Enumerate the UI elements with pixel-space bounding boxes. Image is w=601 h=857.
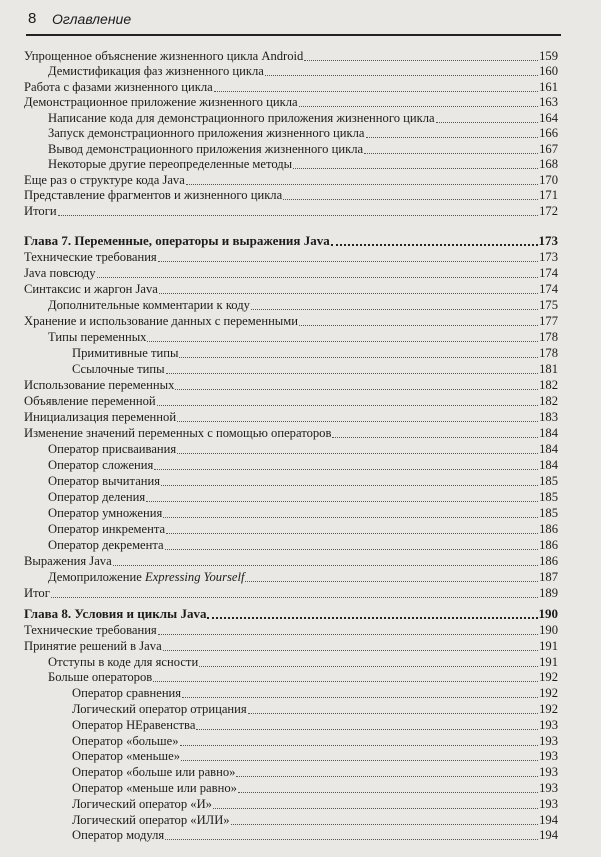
toc-entry-text: Логический оператор отрицания	[72, 702, 247, 717]
toc-page-number: 193	[539, 717, 558, 732]
toc-entry-title	[48, 330, 146, 345]
toc-page-number: 184	[539, 457, 558, 472]
toc-entry-text: Демонстрационное приложение жизненного цикла	[24, 95, 298, 109]
toc-entry-title	[24, 80, 213, 95]
toc-entry-text: Оператор декремента	[48, 537, 164, 552]
toc-page-number: 191	[539, 654, 558, 669]
toc-entry-text: Типы переменных	[48, 329, 147, 344]
toc-entry-text: Работа с фазами жизненного цикла	[24, 79, 213, 94]
toc-page-number: 172	[539, 203, 558, 218]
toc-entry	[24, 172, 558, 188]
toc-page-number: 185	[539, 489, 558, 504]
toc-entry-title	[72, 813, 230, 828]
toc-entry	[24, 377, 558, 393]
toc-entry	[24, 281, 558, 297]
toc-page-number: 161	[539, 79, 558, 94]
toc-entry	[24, 569, 558, 585]
toc-page-number: 178	[539, 329, 558, 344]
toc-entry-title	[48, 111, 435, 126]
toc-entry-text: Глава 7. Переменные, операторы и выражения Java	[24, 232, 330, 248]
toc-entry-title	[72, 718, 195, 733]
dot-leader	[146, 501, 538, 502]
dot-leader	[180, 745, 539, 746]
dot-leader	[161, 485, 538, 486]
toc-page-number: 167	[539, 141, 558, 156]
dot-leader	[196, 729, 538, 730]
toc-entry	[24, 393, 558, 409]
toc-entry	[24, 457, 558, 473]
toc-entry-title	[48, 442, 176, 457]
toc-page-number: 184	[539, 425, 558, 440]
toc-page-number: 192	[539, 686, 558, 701]
toc-entry-title	[24, 554, 112, 569]
toc-entry-title	[24, 639, 162, 654]
dot-leader	[165, 549, 538, 550]
toc-page-number: 170	[539, 172, 558, 187]
toc-page-number: 187	[539, 569, 558, 584]
toc-entry-title	[48, 490, 145, 505]
toc-entry-title	[24, 378, 174, 393]
toc-page-number: 182	[539, 393, 558, 408]
toc-page-number: 186	[539, 537, 558, 552]
dot-leader	[177, 453, 538, 454]
running-title: Оглавление	[52, 11, 132, 27]
toc-entry-title	[24, 410, 176, 425]
toc-entry-text: Оператор деления	[48, 489, 146, 504]
toc-page-number: 189	[539, 585, 558, 600]
toc-page-number: 191	[539, 638, 558, 653]
toc-entry	[24, 141, 558, 157]
toc-page-number: 177	[539, 313, 558, 328]
toc-entry-title	[48, 157, 292, 172]
toc-entry	[24, 521, 558, 537]
toc-entry	[24, 188, 558, 204]
dot-leader	[158, 634, 538, 635]
dot-leader	[331, 244, 538, 246]
toc-entry-text: Дополнительные комментарии к коду	[48, 297, 250, 312]
toc-entry-text: Больше операторов	[48, 670, 153, 685]
dot-leader	[436, 122, 539, 123]
toc-entry-title	[24, 623, 157, 638]
toc-entry	[24, 157, 558, 173]
toc-entry-text: Примитивные типы	[72, 345, 179, 360]
toc-entry-title	[72, 797, 212, 812]
toc-entry-text: Оператор присваивания	[48, 441, 177, 456]
dot-leader	[332, 437, 538, 438]
toc-page-number: 193	[539, 749, 558, 764]
toc-entry-text: Демистификация фаз жизненного цикла	[48, 64, 264, 78]
dot-leader	[177, 421, 538, 422]
toc-page-number: 193	[539, 733, 558, 748]
dot-leader	[231, 824, 539, 825]
toc-entry-text: Java повсюду	[24, 265, 96, 280]
toc-entry-title	[48, 64, 264, 79]
toc-entry-text: Технические требования	[24, 623, 157, 638]
toc-entry	[24, 297, 558, 313]
toc-entry-text: Принятие решений в Java	[24, 638, 162, 653]
toc-entry	[24, 812, 558, 828]
toc-entry-text: Отступы в коде для ясности	[48, 654, 199, 669]
toc-entry	[24, 95, 558, 111]
toc-entry	[24, 126, 558, 142]
toc-entry	[24, 361, 558, 377]
dot-leader	[158, 261, 538, 262]
toc-entry-text: Оператор сравнения	[72, 686, 182, 701]
toc-entry-text: Объявление переменной	[24, 393, 156, 408]
toc-page-number: 183	[539, 409, 558, 424]
dot-leader	[293, 168, 538, 169]
toc-entry-text: Оператор «меньше»	[72, 749, 180, 764]
toc-entry-text: Изменение значений переменных с помощью операторов	[24, 425, 332, 440]
toc-page-number: 184	[539, 441, 558, 456]
toc-page-number: 168	[539, 157, 558, 171]
dot-leader	[181, 760, 538, 761]
toc-entry-title	[24, 95, 298, 110]
dot-leader	[154, 469, 538, 470]
toc-entry-title	[48, 670, 152, 685]
toc-entry-text: Написание кода для демонстрационного приложения жизненного цикла	[48, 110, 435, 125]
toc-entry-text: Оператор умножения	[48, 505, 163, 520]
toc-entry-text: Еще раз о структуре кода Java	[24, 172, 185, 187]
toc-entry	[24, 537, 558, 553]
toc-entry-text: Демоприложение	[48, 569, 145, 584]
toc-entry	[24, 64, 558, 80]
toc-entry	[24, 749, 558, 765]
toc-entry-title	[48, 298, 250, 313]
toc-entry	[24, 670, 558, 686]
toc-entry-text: Итоги	[24, 203, 57, 218]
dot-leader	[182, 697, 538, 698]
toc-entry-text: Выражения Java	[24, 553, 112, 568]
dot-leader	[245, 581, 538, 582]
toc-entry-text: Логический оператор «ИЛИ»	[72, 812, 230, 827]
toc-entry-title	[72, 749, 180, 764]
dot-leader	[251, 309, 538, 310]
dot-leader	[213, 808, 538, 809]
dot-leader	[236, 776, 538, 777]
toc-entry-title	[72, 346, 178, 361]
toc-entry-text: Некоторые другие переопределенные методы	[48, 157, 293, 171]
toc-page-number: 173	[538, 232, 558, 248]
toc-entry-text: Синтаксис и жаргон Java	[24, 281, 158, 296]
toc-entry-text: Оператор сложения	[48, 457, 154, 472]
table-of-contents	[24, 48, 558, 843]
toc-entry-title	[24, 426, 331, 441]
toc-entry	[24, 553, 558, 569]
toc-page-number: 185	[539, 473, 558, 488]
toc-page-number: 182	[539, 377, 558, 392]
dot-leader	[366, 137, 539, 138]
toc-section-chapter-8	[24, 607, 558, 844]
toc-entry	[24, 505, 558, 521]
toc-entry	[24, 203, 558, 219]
toc-entry-text: Технические требования	[24, 249, 157, 264]
dot-leader	[207, 617, 537, 619]
toc-entry-text: Инициализация переменной	[24, 409, 177, 424]
toc-entry-title	[48, 655, 198, 670]
toc-page-number: 164	[539, 110, 558, 125]
toc-entry-title	[72, 828, 164, 843]
toc-entry-title	[24, 586, 50, 601]
dot-leader	[163, 650, 538, 651]
toc-entry	[24, 585, 558, 601]
toc-entry-title	[24, 282, 158, 297]
dot-leader	[248, 713, 538, 714]
toc-chapter-entry	[24, 607, 558, 623]
toc-entry-title	[24, 266, 96, 281]
toc-page-number: 178	[539, 345, 558, 360]
toc-entry-text: Оператор модуля	[72, 828, 165, 843]
toc-entry-title	[24, 49, 303, 64]
dot-leader	[51, 597, 538, 598]
toc-entry-title	[72, 734, 179, 749]
running-header	[26, 8, 556, 34]
toc-entry	[24, 329, 558, 345]
toc-entry-title	[48, 142, 363, 157]
toc-page-number: 194	[539, 828, 558, 843]
dot-leader	[58, 215, 538, 216]
toc-entry	[24, 110, 558, 126]
toc-chapter-entry	[24, 233, 558, 249]
dot-leader	[364, 153, 538, 154]
toc-entry	[24, 717, 558, 733]
dot-leader	[214, 91, 538, 92]
dot-leader	[166, 533, 538, 534]
toc-entry-italic-text: Expressing Yourself	[145, 569, 245, 584]
toc-entry	[24, 701, 558, 717]
toc-entry	[24, 764, 558, 780]
header-rule	[26, 34, 561, 36]
toc-section-chapter-6-tail	[24, 48, 558, 219]
toc-entry-text: Оператор инкремента	[48, 521, 166, 536]
toc-entry-text: Оператор «меньше или равно»	[72, 781, 237, 796]
dot-leader	[179, 357, 538, 358]
toc-page-number: 171	[539, 188, 558, 202]
toc-page-number: 193	[539, 781, 558, 796]
dot-leader	[147, 341, 538, 342]
toc-entry-text: Хранение и использование данных с переменными	[24, 313, 298, 328]
toc-entry	[24, 796, 558, 812]
dot-leader	[113, 565, 538, 566]
dot-leader	[97, 277, 539, 278]
dot-leader	[199, 666, 538, 667]
dot-leader	[165, 839, 538, 840]
toc-entry-title	[24, 173, 185, 188]
toc-entry-text: Использование переменных	[24, 377, 175, 392]
dot-leader	[238, 792, 538, 793]
toc-entry-text: Глава 8. Условия и циклы Java	[24, 606, 207, 622]
toc-entry	[24, 79, 558, 95]
toc-entry-text: Представление фрагментов и жизненного цикла	[24, 188, 283, 202]
toc-entry-title	[24, 188, 282, 203]
toc-page-number: 194	[539, 812, 558, 827]
toc-page-number: 166	[539, 126, 558, 140]
dot-leader	[153, 681, 538, 682]
dot-leader	[157, 405, 538, 406]
toc-page-number: 192	[539, 670, 558, 685]
dot-leader	[299, 325, 538, 326]
toc-entry-title	[48, 458, 153, 473]
page-number: 8	[28, 10, 37, 27]
toc-entry	[24, 654, 558, 670]
toc-entry-title	[48, 570, 244, 585]
toc-entry-title	[72, 686, 181, 701]
toc-entry	[24, 489, 558, 505]
toc-page-number: 163	[539, 95, 558, 109]
toc-page-number: 190	[539, 623, 558, 638]
toc-entry-title	[24, 394, 156, 409]
toc-page-number: 160	[539, 64, 558, 78]
toc-entry	[24, 249, 558, 265]
toc-page-number: 174	[539, 281, 558, 296]
toc-page-number: 190	[538, 606, 558, 622]
toc-entry-title	[24, 314, 298, 329]
toc-entry	[24, 48, 558, 64]
toc-page-number: 174	[539, 265, 558, 280]
toc-page-number: 173	[539, 249, 558, 264]
toc-entry-text: Оператор вычитания	[48, 473, 161, 488]
toc-entry-text: Ссылочные типы	[72, 361, 165, 376]
toc-entry	[24, 622, 558, 638]
toc-page-number: 159	[539, 48, 558, 63]
toc-entry-text: Логический оператор «И»	[72, 796, 212, 811]
toc-entry-title	[24, 233, 330, 249]
toc-page-number: 186	[539, 521, 558, 536]
toc-entry-title	[48, 538, 164, 553]
toc-entry-text: Оператор «больше или равно»	[72, 765, 236, 780]
dot-leader	[159, 293, 538, 294]
toc-entry	[24, 345, 558, 361]
toc-entry	[24, 780, 558, 796]
dot-leader	[299, 106, 539, 107]
toc-entry-text: Запуск демонстрационного приложения жизненного цикла	[48, 126, 365, 140]
toc-entry-title	[48, 474, 160, 489]
toc-page-number: 186	[539, 553, 558, 568]
toc-page-number: 181	[539, 361, 558, 376]
toc-entry	[24, 685, 558, 701]
toc-entry-title	[72, 362, 165, 377]
toc-entry-title	[48, 506, 162, 521]
toc-entry	[24, 638, 558, 654]
dot-leader	[304, 60, 538, 61]
toc-entry	[24, 441, 558, 457]
toc-page-number: 193	[539, 765, 558, 780]
toc-page-number: 175	[539, 297, 558, 312]
toc-entry-title	[24, 607, 206, 623]
toc-entry-title	[48, 126, 365, 141]
toc-entry-text: Вывод демонстрационного приложения жизненного цикла	[48, 141, 364, 156]
toc-entry-text: Оператор «больше»	[72, 733, 179, 748]
toc-entry-text: Упрощенное объяснение жизненного цикла Android	[24, 48, 304, 63]
toc-entry	[24, 425, 558, 441]
dot-leader	[186, 184, 538, 185]
dot-leader	[175, 389, 538, 390]
toc-entry	[24, 473, 558, 489]
dot-leader	[163, 517, 538, 518]
toc-entry	[24, 733, 558, 749]
toc-section-chapter-7	[24, 233, 558, 601]
toc-page-number: 185	[539, 505, 558, 520]
toc-entry-text: Итог	[24, 585, 50, 600]
toc-entry-title	[24, 204, 57, 219]
toc-page-number: 193	[539, 796, 558, 811]
toc-entry-title	[48, 522, 165, 537]
toc-page-number: 192	[539, 702, 558, 717]
toc-entry	[24, 828, 558, 844]
toc-entry	[24, 265, 558, 281]
toc-entry	[24, 313, 558, 329]
toc-entry-text: Оператор НЕравенства	[72, 717, 196, 732]
dot-leader	[265, 75, 538, 76]
dot-leader	[166, 373, 539, 374]
toc-entry-title	[72, 702, 247, 717]
toc-entry	[24, 409, 558, 425]
toc-entry-title	[72, 765, 235, 780]
toc-entry-title	[72, 781, 237, 796]
dot-leader	[283, 199, 538, 200]
toc-entry-title	[24, 250, 157, 265]
